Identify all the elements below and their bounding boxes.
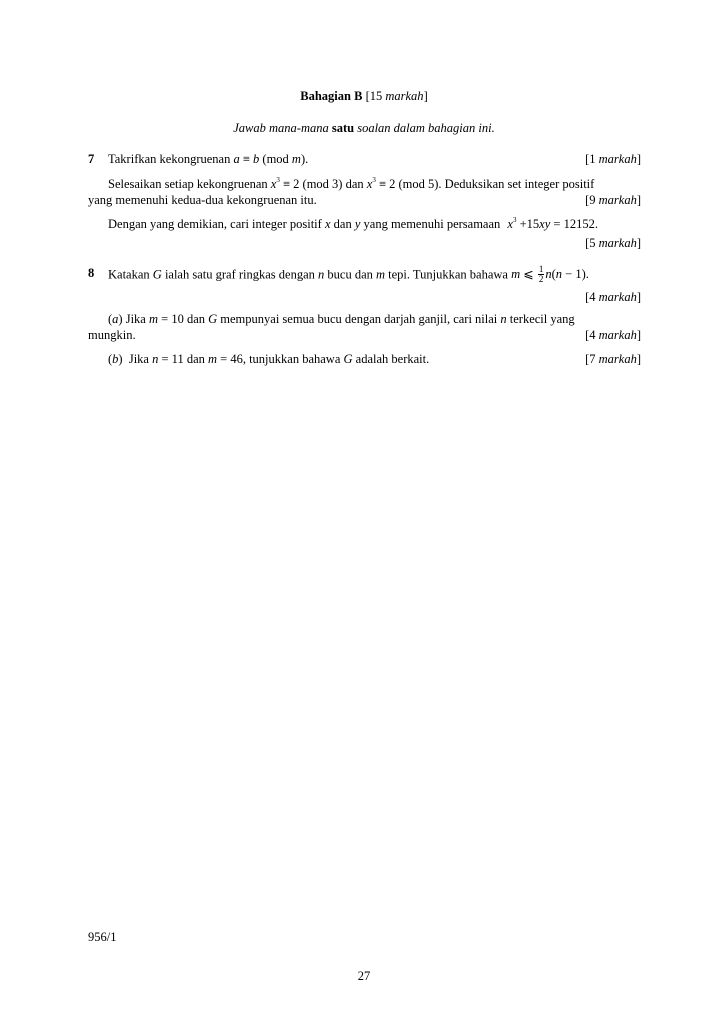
q8-part-b-marks: [7 markah] — [585, 352, 641, 366]
q7-part2-marks: [9 markah] — [585, 193, 641, 207]
question-number-7: 7 — [88, 152, 95, 166]
q7-part2-text: Selesaikan setiap kekongruenan $x^3 \equiv 2$ (mod 3) dan $x^3 \equiv 2$ (mod 5). Deduksikan set integer positif — [108, 176, 595, 191]
section-instruction: Jawab mana-mana satu soalan dalam bahagian ini. — [233, 121, 495, 135]
section-title: Bahagian B — [300, 89, 363, 103]
q7-equation: $x^3 +15xy = 12152$. — [507, 216, 598, 231]
fraction-half: $\frac{1}{2}$ — [538, 264, 544, 284]
paper-code: 956/1 — [88, 930, 117, 944]
q8-part-a-label: (a) — [108, 312, 123, 326]
q8-part-b-text: (b) Jika n = 11 dan m = 46, tunjukkan bahawa G adalah berkait. — [108, 352, 430, 366]
q8-part-a-line2: mungkin. — [88, 328, 136, 342]
q7-part3-text: Dengan yang demikian, cari integer positif x dan y yang memenuhi persamaan $x^3 +15xy = 12152$. — [108, 216, 598, 231]
q8-inequality: m ⩽ $\frac{1}{2}$ n(n − 1). — [511, 264, 589, 284]
q7-part3-marks: [5 markah] — [585, 236, 641, 250]
q8-stem-marks: [4 markah] — [585, 290, 641, 304]
section-marks: [15 markah] — [365, 89, 428, 103]
page-number: 27 — [357, 969, 371, 983]
question-number-8: 8 — [88, 266, 95, 280]
q8-stem-text: Katakan G ialah satu graf ringkas dengan n bucu dan m tepi. Tunjukkan bahawa m ⩽ $\frac{1}{2}$ n(n − 1). — [108, 264, 589, 284]
q8-part-a-text: (a) Jika m = 10 dan G mempunyai semua bucu dengan darjah ganjil, cari nilai n terkecil yang — [108, 312, 575, 326]
q7-part1-text: Takrifkan kekongruenan a ≡ b (mod m). — [108, 152, 309, 166]
q7-part1-marks: [1 markah] — [585, 152, 641, 166]
q7-part2-line2: yang memenuhi kedua-dua kekongruenan itu. — [88, 193, 317, 207]
q8-part-b-label: (b) — [108, 352, 123, 366]
section-heading — [0, 89, 728, 104]
q8-part-a-marks: [4 markah] — [585, 328, 641, 342]
